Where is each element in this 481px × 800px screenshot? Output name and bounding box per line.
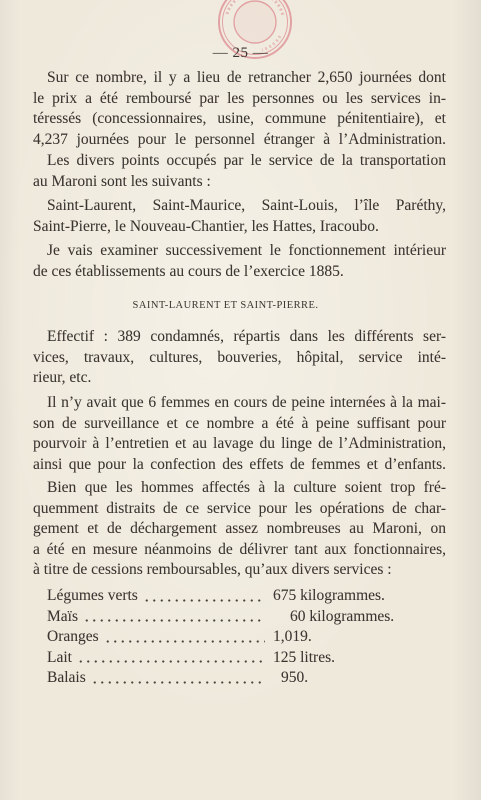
supply-item: Balais xyxy=(47,669,86,686)
supply-quantity: 950. xyxy=(281,669,309,686)
text-line: Saint-Pierre, le Nouveau-Chantier, les Hattes, Iracoubo. xyxy=(33,217,379,235)
text-line: 4,237 journées pour le personnel étranger à l’Administration. xyxy=(33,130,446,148)
paragraph-agriculture xyxy=(33,478,446,581)
paragraph-locations-list xyxy=(33,196,446,237)
text-line: Sur ce nombre, il y a lieu de retrancher 2,650 journées dont xyxy=(47,69,446,86)
text-line: téressés (concessionnaires, usine, commune pénitentiaire), et xyxy=(33,110,446,127)
paragraph-examination xyxy=(33,241,446,282)
text-line: quemment distraits de ce service pour les opérations de char- xyxy=(33,499,446,517)
dot-leader xyxy=(102,627,265,648)
text-line: le prix a été remboursé par les personnes ou les services in- xyxy=(33,89,446,107)
text-line: rieur, etc. xyxy=(33,369,92,386)
paragraph-effectif xyxy=(33,327,446,389)
text-line: Les divers points occupés par le service de la transportation xyxy=(47,152,446,169)
text-line: au Maroni sont les suivants : xyxy=(33,172,211,190)
dot-leader xyxy=(81,607,265,628)
supply-quantity: 125 litres. xyxy=(273,648,335,666)
text-line: a été en mesure néanmoins de délivrer tant aux fonctionnaires, xyxy=(33,540,446,558)
page-number: — 25 — xyxy=(212,45,269,61)
text-line: Saint-Laurent, Saint-Maurice, Saint-Louis, l’île Paréthy, xyxy=(47,197,446,214)
supply-quantity: 60 kilogrammes. xyxy=(290,607,395,625)
text-line: vices, travaux, cultures, bouveries, hôpital, service inté- xyxy=(33,348,446,366)
list-item xyxy=(47,607,446,628)
supply-item: Lait xyxy=(47,648,72,666)
paragraph-women xyxy=(33,393,446,475)
paragraph-points-occupied xyxy=(33,151,446,192)
text-line: à titre de cessions remboursables, qu’aux divers services : xyxy=(33,561,392,578)
supply-quantity: 1,019. xyxy=(273,628,312,645)
text-line: son de surveillance et ce nombre a été à peine suffisant pour xyxy=(33,414,446,432)
supply-item: Maïs xyxy=(47,607,78,625)
supply-item: Oranges xyxy=(47,628,99,645)
paragraph-days-deducted xyxy=(33,68,446,150)
text-line: Il n’y avait que 6 femmes en cours de peine internées à la mai- xyxy=(47,394,446,411)
text-line: ainsi que pour la confection des effets de femmes et d’enfants. xyxy=(33,455,446,473)
list-item xyxy=(47,627,446,648)
section-heading: SAINT-LAURENT ET SAINT-PIERRE. xyxy=(132,300,319,311)
text-line: de ces établissements au cours de l’exercice 1885. xyxy=(33,262,344,280)
list-item xyxy=(47,586,446,607)
text-line: gement et de déchargement assez nombreuses au Maroni, on xyxy=(33,520,446,537)
text-line: Je vais examiner successivement le fonctionnement intérieur xyxy=(47,242,446,259)
text-line: Effectif : 389 condamnés, répartis dans les différents ser- xyxy=(47,328,446,345)
supply-quantity: 675 kilogrammes. xyxy=(273,587,385,604)
dot-leader xyxy=(141,586,265,607)
list-item xyxy=(47,648,446,669)
dot-leader xyxy=(75,648,265,669)
list-item xyxy=(47,668,446,689)
supply-item: Légumes verts xyxy=(47,587,138,604)
dot-leader xyxy=(89,668,265,689)
supplies-list xyxy=(47,586,446,689)
text-line: pourvoir à l’entretien et au lavage du linge de l’Administration, xyxy=(33,435,446,452)
text-line: Bien que les hommes affectés à la culture soient trop fré- xyxy=(47,479,446,496)
